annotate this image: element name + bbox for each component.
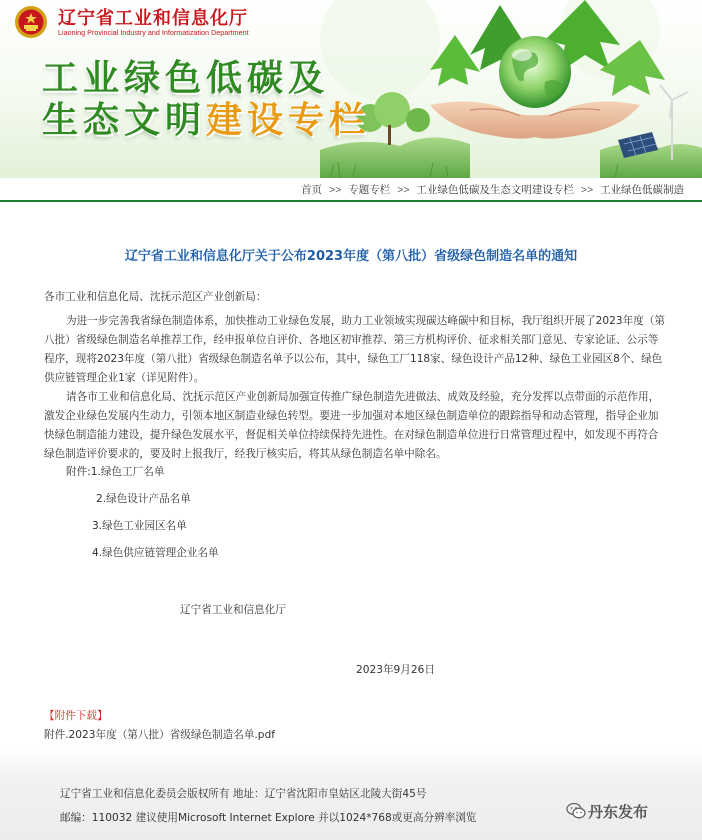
attachment-download-link[interactable]: 附件.2023年度（第八批）省级绿色制造名单.pdf: [44, 729, 275, 741]
watermark-text: 丹东发布: [588, 803, 649, 821]
national-emblem-icon: [14, 5, 48, 39]
department-name-cn: 辽宁省工业和信息化厅: [58, 8, 248, 29]
article-paragraph-1: [44, 312, 666, 388]
attachment-item-1: 附件:1.绿色工厂名单: [66, 466, 165, 478]
column-title-line2-green: 生态文明: [42, 100, 207, 141]
signature-date: 2023年9月26日: [356, 664, 435, 676]
signature-department: 辽宁省工业和信息化厅: [180, 604, 286, 616]
breadcrumb-green-manufacturing[interactable]: 工业绿色低碳制造: [600, 184, 684, 196]
breadcrumb-bar: [0, 178, 702, 202]
breadcrumb-home[interactable]: 首页: [301, 184, 323, 196]
article-title: 辽宁省工业和信息化厅关于公布2023年度（第八批）省级绿色制造名单的通知: [124, 249, 578, 264]
column-title-line2: [42, 92, 370, 143]
header-banner: [0, 0, 702, 178]
breadcrumb-special-topics[interactable]: 专题专栏: [348, 184, 391, 196]
column-title-line2-orange: 建设专栏: [206, 100, 371, 141]
wechat-icon: [566, 802, 586, 820]
breadcrumb: [301, 182, 684, 197]
article-paragraph-1-text: 为进一步完善我省绿色制造体系，加快推动工业绿色发展，助力工业领域实现碳达峰碳中和目标，我厅组织开展了2023年度（第八批）省级绿色制造名单推荐工作，经申报单位自评价、各地区初审推荐、第三方机构评价、征求相关部门意见、专家论证、公示等程序，现将2023年度（第八批）省级绿色制造名单予以公布，其中，绿色工厂118家、绿色设计产品12种、绿色工业园区8个、绿色供应链管理企业1家（详见附件）。: [44, 315, 666, 384]
article-salutation: 各市工业和信息化局、沈抚示范区产业创新局：: [44, 291, 267, 303]
article-paragraph-2-text: 请各市工业和信息化局、沈抚示范区产业创新局加强宣传推广绿色制造先进做法、成效及经验，充分发挥以点带面的示范作用，激发企业绿色发展内生动力，引领本地区制造业绿色转型。要进一步加强对本地区绿色制造单位的跟踪指导和动态管理，指导企业加快绿色制造能力建设，提升绿色发展水平，督促相关单位持续保持先进性。在对绿色制造单位进行日常管理过程中，如发现不再符合绿色制造评价要求的，要及时上报我厅，经我厅核实后，将其从绿色制造名单中除名。: [44, 391, 660, 460]
attachment-download-label: 【附件下载】: [44, 710, 108, 722]
attachment-item-3: 3.绿色工业园区名单: [92, 520, 187, 532]
footer-browser-note: 邮编：110032 建议使用Microsoft Internet Explore 并以1024*768或更高分辨率浏览: [60, 812, 477, 824]
breadcrumb-separator: >>: [397, 184, 410, 196]
attachment-item-2: 2.绿色设计产品名单: [96, 493, 191, 505]
attachment-item-4: 4.绿色供应链管理企业名单: [92, 547, 219, 559]
footer-copyright: 辽宁省工业和信息化委员会版权所有 地址：辽宁省沈阳市皇姑区北陵大街45号: [60, 788, 427, 800]
breadcrumb-green-column[interactable]: 工业绿色低碳及生态文明建设专栏: [416, 184, 574, 196]
breadcrumb-separator: >>: [329, 184, 342, 196]
column-title-line1-text: 工业绿色低碳及: [42, 58, 330, 99]
department-name-en: Liaoning Provincial Industry and Informatization Department: [58, 28, 249, 37]
article-paragraph-2: [44, 388, 666, 464]
breadcrumb-separator: >>: [580, 184, 594, 196]
